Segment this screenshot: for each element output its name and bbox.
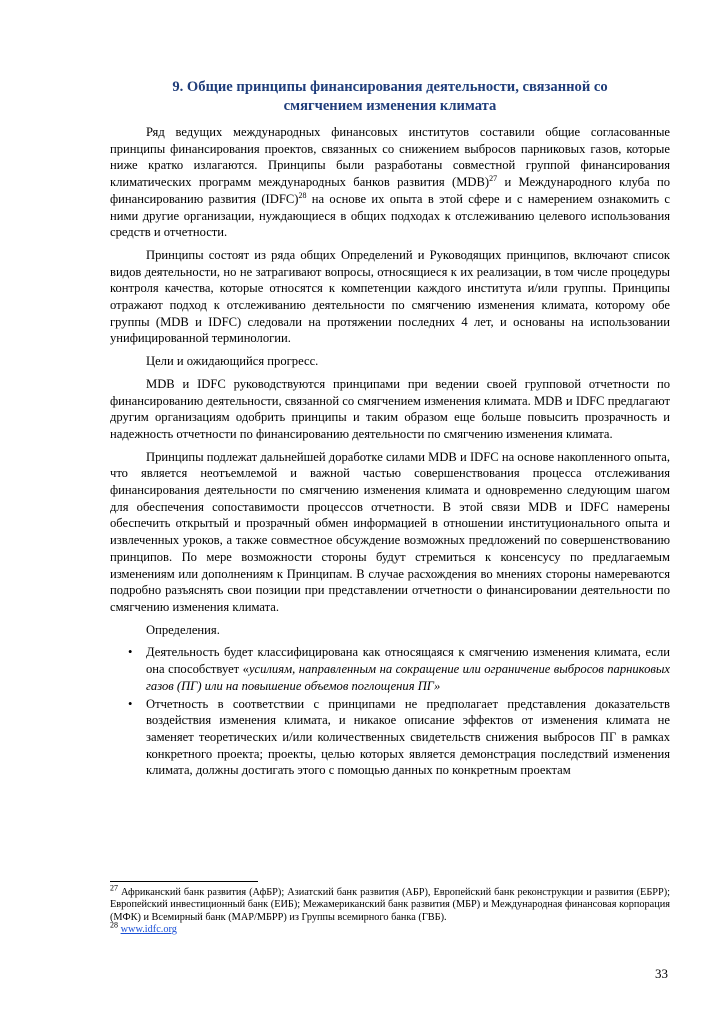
paragraph-definitions-heading: Определения. [146,622,220,637]
footnote-text: Африканский банк развития (АфБР); Азиатский банк развития (АБР), Европейский банк реконструкции и развития (ЕБРР); Европейский инвестиционный банк (ЕИБ); Межамериканский банк развития (МБР) и Международная финансовая корпорация (МФК) и Всемирный банк (МАР/МБРР) из Группы всемирного банка (ГВБ). [110,887,670,923]
paragraph-intro-part-a: Ряд ведущих международных финансовых институтов составили общие согласованные принципы финансирования проектов, связанных со снижением выбросов парниковых газов, которые ниже кратко излагаются. Принципы были разработаны совместной группой финансирования климатических программ международных банков развития (MDB) [110,125,670,190]
list-item [110,696,670,780]
paragraph-mdb-idfc: MDB и IDFC руководствуются принципами при ведении своей групповой отчетности по финансированию деятельности, связанной со смягчением изменения климата. MDB и IDFC предлагают другим организациям одобрить принципы и таким образом еще больше повысить прозрачность и надежность отчетности по финансированию деятельности по смягчению изменения климата. [110,376,670,441]
list-item-text: Деятельность будет классифицирована как относящаяся к смягчению изменения климата, если она способствует « [146,645,670,677]
paragraph-principles: Принципы состоят из ряда общих Определений и Руководящих принципов, включают список видов деятельности, но не затрагивают вопросы, относящиеся к их реализации, в том числе процедуры контроля качества, которые относятся к компетенции каждого института и/или группы. Принципы отражают подход к отслеживанию деятельности по смягчению изменения климата, которому обе группы (MDB и IDFC) следовали на протяжении последних 4 лет, и основаны на использовании унифицированной терминологии. [110,247,670,346]
bullet-icon: • [128,696,133,711]
idfc-link[interactable]: www.idfc.org [120,924,177,936]
list-item-text: Отчетность в соответствии с принципами не предполагает представления доказательств воздействия изменения климата, и никакое описание эффектов от изменения климата не заменяет теоретических и/или количественных свидетельств снижения выбросов ПГ в рамках конкретного проекта; проекты, целью которых является демонстрация последствий изменения климата, должны достигать этого с помощью данных по конкретным проектам [146,696,670,778]
footnote-divider [110,881,258,882]
footnote-27 [110,883,670,924]
list-item-italic-quote: усилиям, направленным на сокращение или ограничение выбросов парниковых газов (ПГ) или на повышение объемов поглощения ПГ» [146,662,670,693]
paragraph-goals-heading: Цели и ожидающийся прогресс. [146,354,319,369]
paragraph-intro-part-c: на основе их опыта в этой сфере и с намерением ознакомить с ними другие организации, нуждающиеся в общих подходах к отслеживанию целевого использования средств и отчетности. [110,191,670,240]
footnote-ref-27: 27 [489,173,498,183]
section-heading-line-1: 9. Общие принципы финансирования деятельности, связанной со [172,79,608,95]
definitions-list [110,644,670,779]
page-number: 33 [655,966,668,981]
body-text [110,124,670,780]
footnotes [110,881,670,937]
section-heading-line-2: смягчением изменения климата [283,98,497,114]
paragraph-intro [110,124,670,241]
footnote-number: 28 [110,920,118,930]
footnote-28 [110,920,670,936]
section-heading [110,78,670,116]
footnote-number: 27 [110,883,118,893]
paragraph-refinement: Принципы подлежат дальнейшей доработке силами MDB и IDFC на основе накопленного опыта, что является неотъемлемой и важной частью совершенствования процесса отслеживания финансирования деятельности по смягчению изменения климата и одновременно следующим шагом для обеспечения сопоставимости процессов отчетности. В этой связи MDB и IDFC намерены обеспечить открытый и прозрачный обмен информацией в отношении институционального опыта и извлеченных уроков, а также совместное обсуждение возможных предложений по совершенствованию принципов. По мере возможности стороны будут стремиться к консенсусу по предлагаемым изменениям или дополнениям к Принципам. В случае расхождения во мнениях стороны намереваются подробно разъяснять свои позиции при представлении отчетности о финансировании деятельности по смягчению изменения климата. [110,449,670,614]
list-item [110,644,670,694]
bullet-icon: • [128,645,133,660]
footnote-ref-28: 28 [298,190,307,200]
paragraph-intro-part-b: и Международного клуба по финансированию развития (IDFC) [110,175,670,206]
